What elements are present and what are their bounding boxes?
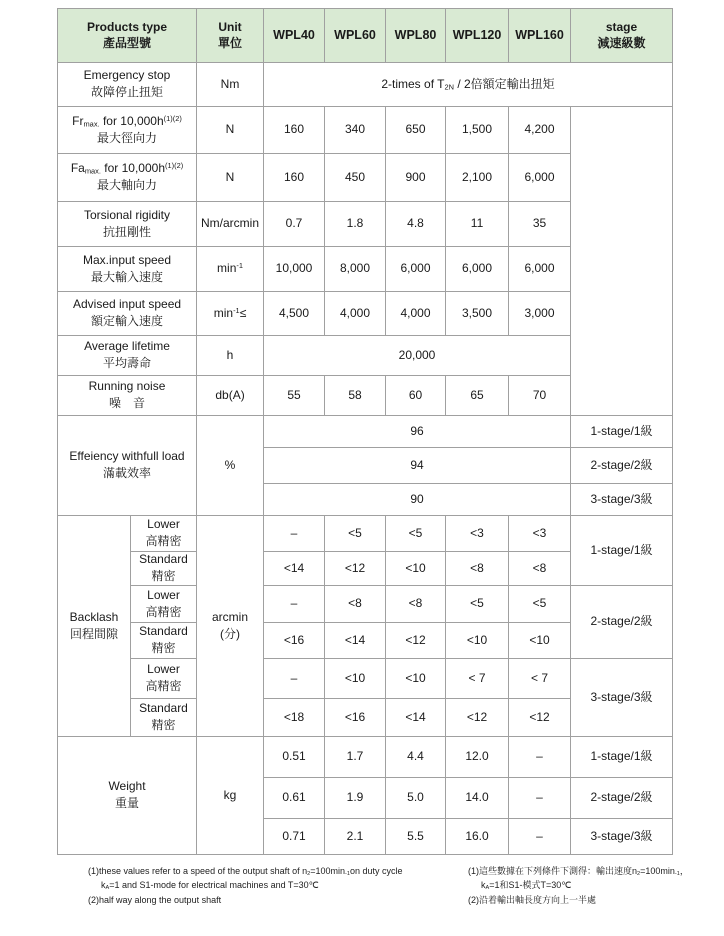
col-header-wpl40: WPL40: [264, 9, 325, 63]
value-cell: 4,000: [386, 292, 446, 336]
value-cell: 4.4: [386, 737, 446, 778]
value-cell: < 7: [446, 659, 509, 699]
radial-force-label: $Fr_{max.}$ for $10,000h^{(1)(2)}$ 最大徑向力: [58, 107, 197, 154]
advised-input-speed-label: Advised input speed 額定輸入速度: [58, 292, 197, 336]
value-cell: 58: [325, 376, 386, 416]
average-lifetime-label: Average lifetime 平均壽命: [58, 336, 197, 376]
stage-empty-cell: [571, 107, 673, 416]
value-cell: <16: [264, 623, 325, 659]
value-cell: <18: [264, 699, 325, 737]
value-cell: 60: [386, 376, 446, 416]
value-cell: 6,000: [386, 247, 446, 292]
value-cell: 340: [325, 107, 386, 154]
value-cell: <16: [325, 699, 386, 737]
value-cell: 0.71: [264, 819, 325, 855]
backlash-label: Backlash 回程間隙: [58, 516, 131, 737]
value-cell: <3: [446, 516, 509, 552]
value-cell: –: [509, 778, 571, 819]
value-cell: 4,000: [325, 292, 386, 336]
value-cell: 5.5: [386, 819, 446, 855]
value-cell: 450: [325, 154, 386, 202]
row-emergency-stop: [58, 63, 673, 107]
stage-label: 1-stage/1級: [571, 737, 673, 778]
row-radial-force: [58, 107, 673, 154]
footnote-line: (2)half way along the output shaft: [88, 894, 222, 905]
value-cell: 1,500: [446, 107, 509, 154]
value-cell: 4,500: [264, 292, 325, 336]
max-input-speed-label: Max.input speed 最大輸入速度: [58, 247, 197, 292]
torsional-rigidity-label: Torsional rigidity 抗扭剛性: [58, 202, 197, 247]
value-cell: 0.7: [264, 202, 325, 247]
products-type-zh: 產品型號: [103, 35, 152, 50]
products-type-en: Products type: [87, 19, 168, 34]
col-header-wpl120: WPL120: [446, 9, 509, 63]
value-cell: <10: [386, 659, 446, 699]
value-cell: 2,100: [446, 154, 509, 202]
backlash-type-label: Standard 精密: [131, 699, 197, 737]
backlash-type-label: Standard 精密: [131, 552, 197, 586]
footnote-line: $k_A=1$ and S1-mode for electrical machines and T=30℃: [101, 880, 319, 892]
row-weight-1: [58, 737, 673, 778]
value-cell: <5: [509, 586, 571, 623]
axial-force-label: $Fa_{max.}$ for $10,000h^{(1)(2)}$ 最大軸向力: [58, 154, 197, 202]
value-cell: <14: [325, 623, 386, 659]
value-cell: 900: [386, 154, 446, 202]
col-header-wpl160: WPL160: [509, 9, 571, 63]
value-cell: <10: [386, 552, 446, 586]
running-noise-label: Running noise 噪 音: [58, 376, 197, 416]
value-cell: 4.8: [386, 202, 446, 247]
value-cell: 6,000: [509, 154, 571, 202]
emergency-stop-value: 2-times of $T_{2N} / 2$倍額定輸出扭矩: [264, 63, 673, 107]
value-cell: <10: [325, 659, 386, 699]
efficiency-value: 96: [264, 416, 571, 448]
value-cell: –: [264, 659, 325, 699]
value-cell: 1.8: [325, 202, 386, 247]
average-lifetime-value: 20,000: [264, 336, 571, 376]
value-cell: 12.0: [446, 737, 509, 778]
value-cell: 10,000: [264, 247, 325, 292]
value-cell: 55: [264, 376, 325, 416]
weight-unit: kg: [197, 737, 264, 855]
value-cell: <14: [264, 552, 325, 586]
value-cell: 4,200: [509, 107, 571, 154]
col-header-unit: Unit 單位: [197, 9, 264, 63]
value-cell: <10: [509, 623, 571, 659]
value-cell: <8: [446, 552, 509, 586]
axial-force-unit: N: [197, 154, 264, 202]
efficiency-unit: %: [197, 416, 264, 516]
stage-label: 2-stage/2級: [571, 778, 673, 819]
value-cell: –: [509, 819, 571, 855]
value-cell: <3: [509, 516, 571, 552]
footnote-line: (1)these values refer to a speed of the output shaft of $n_2=100\min_{-1}on$ duty cycle: [88, 866, 403, 878]
value-cell: <12: [325, 552, 386, 586]
value-cell: 2.1: [325, 819, 386, 855]
average-lifetime-unit: h: [197, 336, 264, 376]
weight-label: Weight 重量: [58, 737, 197, 855]
footnote-line: (1)這些數據在下列條件下測得：輸出速度$n_2=100\min_{-1}$，: [468, 866, 689, 878]
col-header-products-type: [58, 9, 197, 63]
value-cell: <5: [386, 516, 446, 552]
value-cell: <8: [386, 586, 446, 623]
efficiency-value: 94: [264, 448, 571, 484]
value-cell: 3,000: [509, 292, 571, 336]
col-header-wpl60: WPL60: [325, 9, 386, 63]
value-cell: 650: [386, 107, 446, 154]
backlash-type-label: Lower 高精密: [131, 516, 197, 552]
value-cell: 65: [446, 376, 509, 416]
emergency-stop-label: Emergency stop 故障停止扭矩: [58, 63, 197, 107]
value-cell: <5: [446, 586, 509, 623]
value-cell: < 7: [509, 659, 571, 699]
value-cell: –: [264, 516, 325, 552]
col-header-stage: stage 減速級數: [571, 9, 673, 63]
value-cell: <12: [446, 699, 509, 737]
backlash-type-label: Lower 高精密: [131, 586, 197, 623]
radial-force-unit: N: [197, 107, 264, 154]
value-cell: <8: [325, 586, 386, 623]
footnote-chinese: [468, 864, 718, 907]
col-header-wpl80: WPL80: [386, 9, 446, 63]
row-backlash-3: [58, 586, 673, 623]
value-cell: <12: [509, 699, 571, 737]
value-cell: <5: [325, 516, 386, 552]
value-cell: 14.0: [446, 778, 509, 819]
value-cell: <8: [509, 552, 571, 586]
stage-label: 2-stage/2級: [571, 448, 673, 484]
efficiency-label: Effeiency withfull load 滿載效率: [58, 416, 197, 516]
stage-label: 2-stage/2級: [571, 586, 673, 659]
value-cell: 0.61: [264, 778, 325, 819]
value-cell: 70: [509, 376, 571, 416]
value-cell: 11: [446, 202, 509, 247]
value-cell: 6,000: [446, 247, 509, 292]
row-efficiency-1: [58, 416, 673, 448]
stage-label: 3-stage/3級: [571, 659, 673, 737]
value-cell: <12: [386, 623, 446, 659]
footnote-line: $k_A=1$和S1-模式T=30℃: [481, 880, 572, 892]
stage-label: 3-stage/3級: [571, 484, 673, 516]
value-cell: 16.0: [446, 819, 509, 855]
value-cell: –: [509, 737, 571, 778]
max-input-speed-unit: $\min^{-1}$: [197, 247, 264, 292]
torsional-rigidity-unit: Nm/arcmin: [197, 202, 264, 247]
spec-table: [57, 8, 673, 855]
backlash-unit: arcmin (分): [197, 516, 264, 737]
stage-label: 1-stage/1級: [571, 516, 673, 586]
backlash-type-label: Standard 精密: [131, 623, 197, 659]
value-cell: 6,000: [509, 247, 571, 292]
value-cell: 0.51: [264, 737, 325, 778]
value-cell: 1.9: [325, 778, 386, 819]
stage-label: 1-stage/1級: [571, 416, 673, 448]
header-row: [58, 9, 673, 63]
stage-label: 3-stage/3級: [571, 819, 673, 855]
value-cell: 160: [264, 154, 325, 202]
row-backlash-5: [58, 659, 673, 699]
efficiency-value: 90: [264, 484, 571, 516]
value-cell: 35: [509, 202, 571, 247]
row-backlash-1: [58, 516, 673, 552]
value-cell: –: [264, 586, 325, 623]
value-cell: 160: [264, 107, 325, 154]
value-cell: 3,500: [446, 292, 509, 336]
value-cell: <10: [446, 623, 509, 659]
value-cell: <14: [386, 699, 446, 737]
advised-input-speed-unit: $\min^{-1}\le$: [197, 292, 264, 336]
running-noise-unit: db(A): [197, 376, 264, 416]
backlash-type-label: Lower 高精密: [131, 659, 197, 699]
value-cell: 8,000: [325, 247, 386, 292]
value-cell: 1.7: [325, 737, 386, 778]
emergency-stop-unit: Nm: [197, 63, 264, 107]
value-cell: 5.0: [386, 778, 446, 819]
footnote-english: [88, 864, 448, 907]
footnote-line: (2)沿着輸出軸長度方向上一半處: [468, 894, 597, 905]
